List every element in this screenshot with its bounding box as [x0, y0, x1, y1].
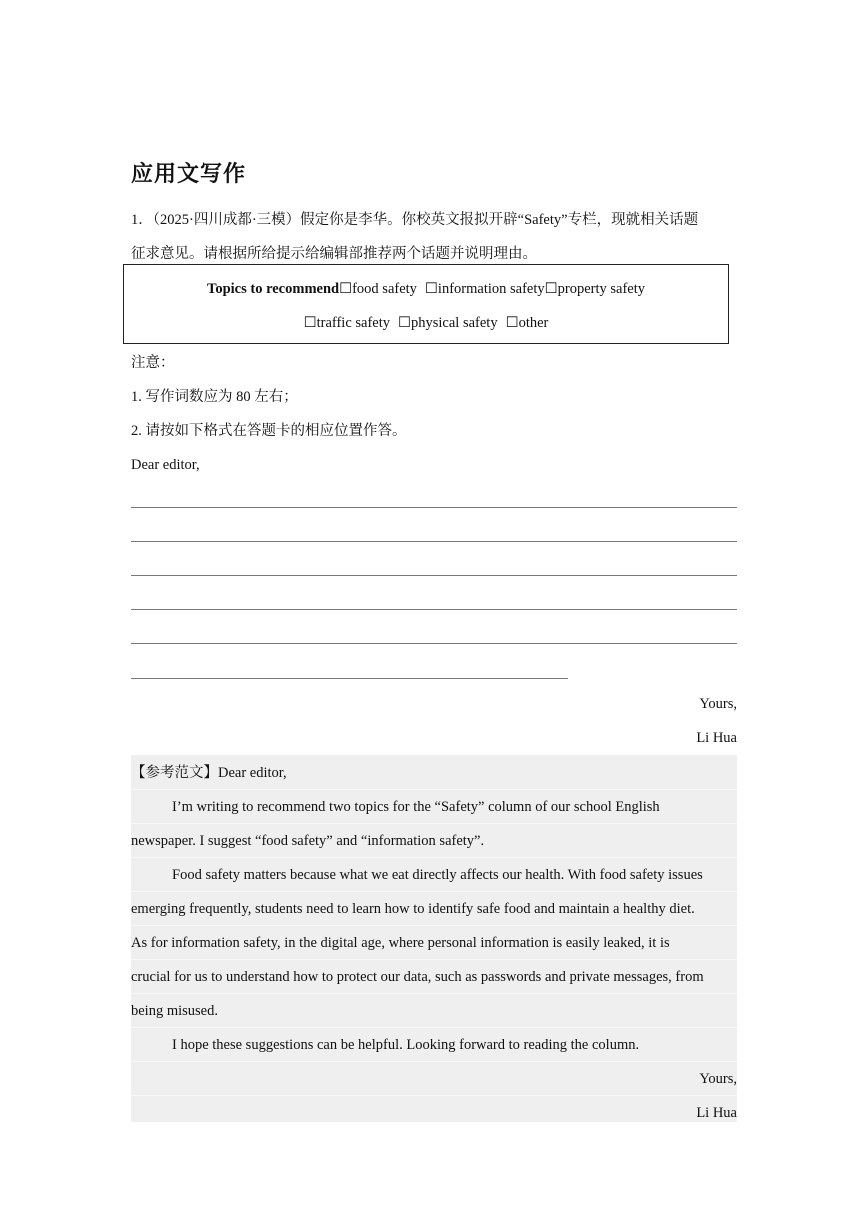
topic-option: other	[518, 315, 549, 331]
checkbox-icon: ☐	[505, 315, 519, 331]
letter-greeting: Dear editor,	[131, 457, 200, 473]
checkbox-icon: ☐	[398, 315, 412, 331]
checkbox-icon: ☐	[339, 281, 353, 297]
note-item: 1. 写作词数应为 80 左右；	[131, 389, 298, 405]
topic-option: property safety	[557, 281, 646, 297]
answer-line	[131, 541, 737, 542]
question-line-2: 征求意见。请根据所给提示给编辑部推荐两个话题并说明理由。	[131, 246, 537, 262]
reference-line: newspaper. I suggest “food safety” and “information safety”.	[131, 833, 485, 849]
reference-line: I hope these suggestions can be helpful. Looking forward to reading the column.	[172, 1037, 640, 1053]
answer-line	[131, 643, 737, 644]
checkbox-icon: ☐	[303, 315, 317, 331]
answer-line	[131, 507, 737, 508]
topic-option: information safety	[437, 281, 545, 297]
topic-option: traffic safety	[316, 315, 391, 331]
reference-signature: Li Hua	[696, 1105, 737, 1121]
checkbox-icon: ☐	[424, 281, 438, 297]
answer-line	[131, 678, 568, 679]
reference-line: Food safety matters because what we eat directly affects our health. With food safety issues	[172, 867, 703, 883]
topic-option: physical safety	[411, 315, 498, 331]
topics-label: Topics to recommend	[206, 281, 340, 297]
answer-line	[131, 575, 737, 576]
notes-heading: 注意：	[131, 355, 175, 371]
reference-line: crucial for us to understand how to protect our data, such as passwords and private messages, from	[131, 969, 704, 985]
note-item: 2. 请按如下格式在答题卡的相应位置作答。	[131, 423, 407, 439]
letter-signature: Li Hua	[696, 730, 737, 746]
topics-box	[123, 264, 729, 344]
reference-essay	[131, 755, 737, 1122]
topics-row-1	[124, 272, 728, 306]
section-title: 应用文写作	[131, 162, 247, 187]
question-line-1: 1．（2025·四川成都·三模）假定你是李华。你校英文报拟开辟“Safety”专栏，现就相关话题	[131, 212, 699, 228]
reference-greeting: Dear editor,	[218, 765, 287, 781]
letter-closing: Yours,	[699, 696, 737, 712]
reference-line: I’m writing to recommend two topics for the “Safety” column of our school English	[172, 799, 660, 815]
reference-header	[131, 763, 737, 783]
topics-row-2	[124, 306, 728, 340]
reference-closing: Yours,	[699, 1071, 737, 1087]
answer-line	[131, 609, 737, 610]
question-prompt	[131, 203, 737, 271]
reference-tag: 【参考范文】	[131, 765, 218, 781]
reference-line: As for information safety, in the digital age, where personal information is easily leaked, it is	[131, 935, 670, 951]
checkbox-icon: ☐	[544, 281, 558, 297]
topic-option: food safety	[352, 281, 417, 297]
reference-line: being misused.	[131, 1003, 218, 1019]
reference-line: emerging frequently, students need to learn how to identify safe food and maintain a healthy diet.	[131, 901, 695, 917]
